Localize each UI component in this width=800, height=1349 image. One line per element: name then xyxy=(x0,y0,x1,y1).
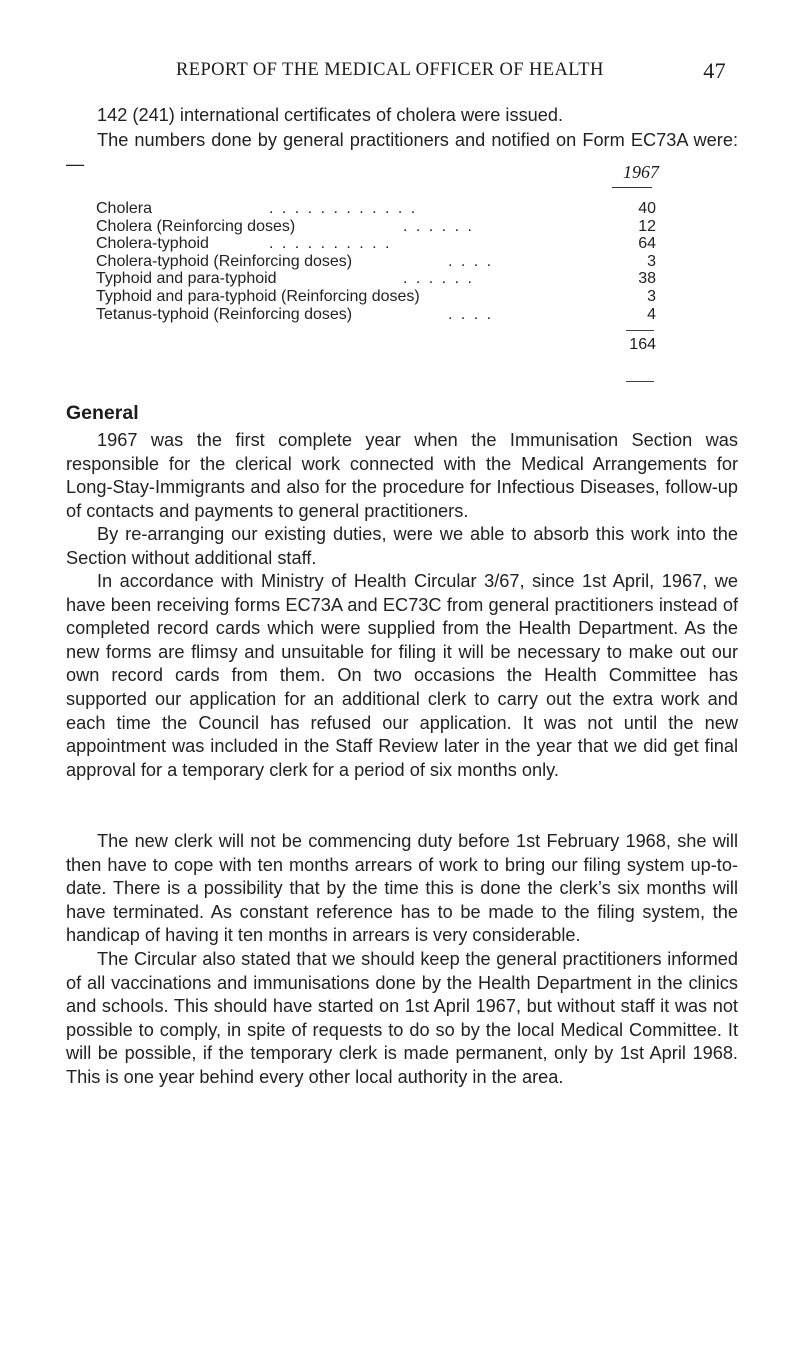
leader-dots: . . . . xyxy=(448,252,494,270)
row-value: 12 xyxy=(638,217,656,235)
leader-dots: . . . . . . xyxy=(403,217,474,235)
table-row xyxy=(96,218,656,236)
row-value: 38 xyxy=(638,270,656,288)
row-label: Cholera-typhoid xyxy=(96,235,209,253)
total-rule-top xyxy=(626,330,654,331)
page-number: 47 xyxy=(703,58,726,83)
table-total: 164 xyxy=(629,336,656,353)
paragraph: 1967 was the first complete year when the Immunisation Section was responsible for the clerical work connected with the Medical Arrangements for Long-Stay-Immigrants and also for the procedure for Infectious Diseases, follow-up of contacts and payments to general practitioners. xyxy=(66,430,738,521)
leader-dots: . . . . xyxy=(448,305,494,323)
paragraph: The new clerk will not be commencing duty before 1st February 1968, she will then have to cope with ten months arrears of work to bring our filing system up-to-date. There is a possibility that by the time this is done the clerk’s six months will have terminated. As constant reference has to be made to the filing system, the handicap of having it ten months in arrears is very considerable. xyxy=(66,831,738,946)
table-row xyxy=(96,306,656,324)
table-row xyxy=(96,270,656,288)
total-rule-bottom xyxy=(626,381,654,382)
paragraph: By re-arranging our existing duties, were we able to absorb this work into the Section without additional staff. xyxy=(66,524,738,568)
row-value: 3 xyxy=(647,287,656,305)
leader-dots: . . . . . . xyxy=(403,270,474,288)
table-row xyxy=(96,288,656,306)
row-value: 4 xyxy=(647,305,656,323)
paragraph: In accordance with Ministry of Health Circular 3/67, since 1st April, 1967, we have been receiving forms EC73A and EC73C from general practitioners instead of completed record cards which were supplied from the Health Department. As the new forms are flimsy and unsuitable for filing it will be necessary to make out our own record cards from them. On two occasions the Health Committee has supported our application for an additional clerk to carry out the extra work and each time the Council has refused our application. It was not until the new appointment was included in the Staff Review later in the year that we did get final approval for a temporary clerk for a period of six months only. xyxy=(66,571,738,780)
row-value: 40 xyxy=(638,200,656,217)
leader-dots: . . . . . . . . . . . . xyxy=(269,200,418,217)
table-row xyxy=(96,200,656,218)
year-underline xyxy=(612,187,652,188)
leader-dots: . . . . . . . . . . xyxy=(269,235,392,253)
row-label: Cholera (Reinforcing doses) xyxy=(96,217,296,235)
paragraph: The Circular also stated that we should keep the general practitioners informed of all vaccinations and immunisations done by the Health Department in the clinics and schools. This should have started on 1st April 1967, but without staff it was not possible to comply, in spite of requests to do so by the local Medical Committee. It will be possible, if the temporary clerk is made permanent, only by 1st April 1968. This is one year behind every other local authority in the area. xyxy=(66,949,738,1087)
table-row xyxy=(96,235,656,253)
vaccination-table xyxy=(96,200,656,323)
table-row xyxy=(96,253,656,271)
row-label: Cholera-typhoid (Reinforcing doses) xyxy=(96,252,353,270)
intro-line-2: The numbers done by general practitioners and notified on Form EC73A were:— xyxy=(66,130,738,174)
row-label: Typhoid and para-typhoid (Reinforcing doses) xyxy=(96,287,420,305)
row-label: Tetanus-typhoid (Reinforcing doses) xyxy=(96,305,353,323)
row-value: 64 xyxy=(638,235,656,253)
row-label: Typhoid and para-typhoid xyxy=(96,270,277,288)
intro-line-1: 142 (241) international certificates of cholera were issued. xyxy=(97,105,564,125)
row-label: Cholera xyxy=(96,200,153,217)
section-heading: General xyxy=(66,402,139,424)
table-year-header: 1967 xyxy=(623,162,659,182)
row-value: 3 xyxy=(647,252,656,270)
report-title: REPORT OF THE MEDICAL OFFICER OF HEALTH xyxy=(176,60,604,80)
